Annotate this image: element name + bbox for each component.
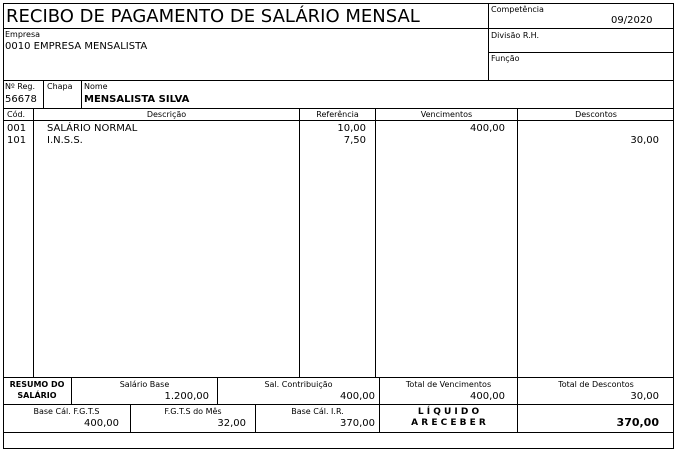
total-vencimentos-label: Total de Vencimentos: [405, 380, 492, 389]
item-referencia: 7,50: [343, 135, 366, 146]
reg-label: Nº Reg.: [5, 82, 36, 91]
resumo-label-line2: SALÁRIO: [17, 391, 57, 400]
base-fgts-value: 400,00: [84, 418, 119, 429]
item-descontos: 30,00: [630, 135, 659, 146]
col-header-descontos: Descontos: [575, 110, 617, 119]
liquido-value: 370,00: [616, 416, 659, 429]
item-descricao: SALÁRIO NORMAL: [47, 123, 138, 134]
salario-base-label: Salário Base: [119, 380, 170, 389]
item-referencia: 10,00: [337, 123, 366, 134]
liquido-label-line2: A R E C E B E R: [411, 418, 486, 428]
base-ir-value: 370,00: [340, 418, 375, 429]
chapa-label: Chapa: [47, 82, 73, 91]
competencia-value: 09/2020: [611, 15, 653, 26]
divisao-label: Divisão R.H.: [491, 31, 540, 40]
item-descricao: I.N.S.S.: [47, 135, 83, 146]
item-cod: 001: [7, 123, 27, 134]
fgts-mes-label: F.G.T.S do Mês: [164, 407, 222, 416]
funcao-label: Função: [491, 54, 520, 63]
empresa-label: Empresa: [5, 30, 41, 39]
salario-base-value: 1.200,00: [164, 391, 209, 402]
total-vencimentos-value: 400,00: [470, 391, 505, 402]
competencia-label: Competência: [491, 5, 544, 14]
sal-contribuicao-label: Sal. Contribuição: [264, 380, 333, 389]
total-descontos-value: 30,00: [630, 391, 659, 402]
base-fgts-label: Base Cál. F.G.T.S: [33, 407, 100, 416]
page-title: RECIBO DE PAGAMENTO DE SALÁRIO MENSAL: [6, 6, 420, 27]
base-ir-label: Base Cál. I.R.: [291, 407, 344, 416]
item-vencimentos: 400,00: [470, 123, 505, 134]
empresa-value: 0010 EMPRESA MENSALISTA: [5, 41, 148, 52]
col-header-descricao: Descrição: [146, 110, 187, 119]
col-header-cod: Cód.: [7, 110, 26, 119]
total-descontos-label: Total de Descontos: [558, 380, 634, 389]
fgts-mes-value: 32,00: [217, 418, 246, 429]
item-cod: 101: [7, 135, 27, 146]
col-header-vencimentos: Vencimentos: [420, 110, 473, 119]
resumo-label-line1: RESUMO DO: [9, 380, 65, 389]
nome-label: Nome: [84, 82, 108, 91]
liquido-label-line1: L Í Q U I D O: [417, 407, 480, 417]
nome-value: MENSALISTA SILVA: [84, 94, 190, 105]
col-header-referencia: Referência: [316, 110, 359, 119]
reg-value: 56678: [5, 94, 37, 105]
sal-contribuicao-value: 400,00: [340, 391, 375, 402]
